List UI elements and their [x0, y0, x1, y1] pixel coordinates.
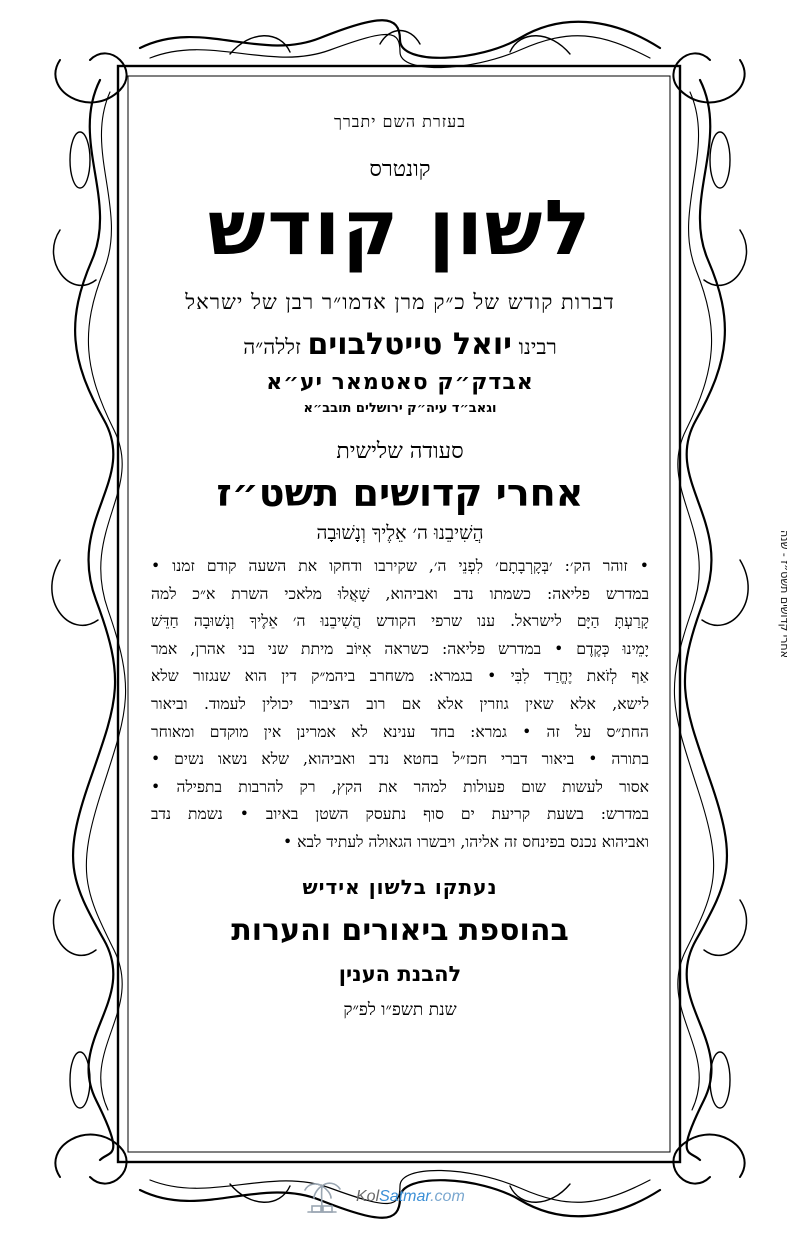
rabbinic-title-1: אבדק״ק סאטמאר יע״א [266, 370, 534, 395]
top-flourish [140, 20, 660, 67]
side-margin-text: אחרי קדושים תשט״ז - שנה [778, 530, 791, 658]
subtitle-prefix: רבינו [518, 335, 557, 359]
summary-line: אַף לְזֹאת יֶחֱרַד לִבִּי • בגמרא: משחרב ביהמ״ק דין הוא שנגזור שלא [151, 667, 649, 686]
booklet-label: קונטרס [369, 157, 431, 182]
topics-summary [150, 553, 650, 857]
summary-line: יָמֵינוּ כְּקֶדֶם • במדרש פליאה: כשראה אִיּוֹב מיתת שני בני אהרן, אמר [151, 639, 649, 658]
brand-part-kol: Kol [356, 1188, 380, 1205]
summary-line: אסור לעשות שום פעולות למהר את הקץ, רק להרבות בתפילה • [151, 777, 649, 796]
summary-line: • זוהר הק׳: ׳בְּקָרְבָתָם׳ לִפְנֵי ה׳, שקירבו ודחקו את השעה קודם זמנו • [151, 557, 649, 575]
watermark-brand [356, 1188, 465, 1206]
brand-part-satmar: Satmar [379, 1188, 431, 1205]
main-title: לשון קודש [207, 183, 593, 272]
summary-line: במדרש: בשעת קריעת ים סוף נתעסק השטן באיוב • נשמת נדב [151, 805, 649, 824]
verse-heading: הֲשִׁיבֵנוּ ה׳ אֵלֶיךָ וְנָשׁוּבָה [316, 522, 484, 544]
meal-label: סעודה שלישית [336, 439, 464, 464]
header-blessing: בעזרת השם יתברך [334, 112, 466, 131]
summary-line: בתורה • ביאור דברי חכז״ל בחטא נדב ואביהוא, שלא נשאו נשים • [151, 750, 649, 769]
parsha-title: אחרי קדושים תשט״ז [216, 471, 584, 515]
summary-line: ואביהוא נכנס בפינחס זה אליהו, ויבשרו הגאולה לעתיד לבא • [282, 832, 649, 851]
left-flourish [52, 80, 126, 1160]
year-label: שנת תשפ״ו לפ״ק [343, 999, 457, 1020]
subtitle-line-2 [150, 327, 650, 362]
additions-label: בהוספת ביאורים והערות [231, 912, 569, 948]
understanding-label: להבנת הענין [338, 961, 462, 986]
summary-line: החת״ס על זה • גמרא: בחד ענינא לא אמרינן אין מוקדם ומאוחר [151, 722, 649, 741]
title-page-content [150, 112, 650, 1142]
palm-tree-logo-icon [300, 1178, 344, 1218]
subtitle-suffix: זללה״ה [243, 335, 301, 359]
rebbe-name: יואל טייטלבוים [307, 327, 512, 362]
summary-line: במדרש פליאה: כשמתו נדב ואביהוא, שָׁאֲלוּ מלאכי השרת א״כ למה [151, 584, 649, 603]
brand-part-domain: .com [430, 1188, 465, 1205]
translated-label: נעתקו בלשון אידיש [302, 874, 498, 899]
summary-line: לישא, אלא שאין גוזרין אלא אם רוב הציבור יכולין לעמוד. וביאור [151, 694, 649, 713]
subtitle-line-1: דברות קודש של כ״ק מרן אדמו״ר רבן של ישראל [185, 290, 615, 314]
site-watermark [300, 1178, 500, 1218]
right-flourish [674, 80, 748, 1160]
rabbinic-title-2: וגאב״ד עיה״ק ירושלים תובב״א [303, 401, 497, 416]
summary-line: קָרַעְתָּ הַיָּם לישראל. ענו שרפי הקודש הֲשִׁיבֵנוּ ה׳ אֵלֶיךָ וְנָשׁוּבָה חַדֵּשׁ [151, 612, 649, 631]
